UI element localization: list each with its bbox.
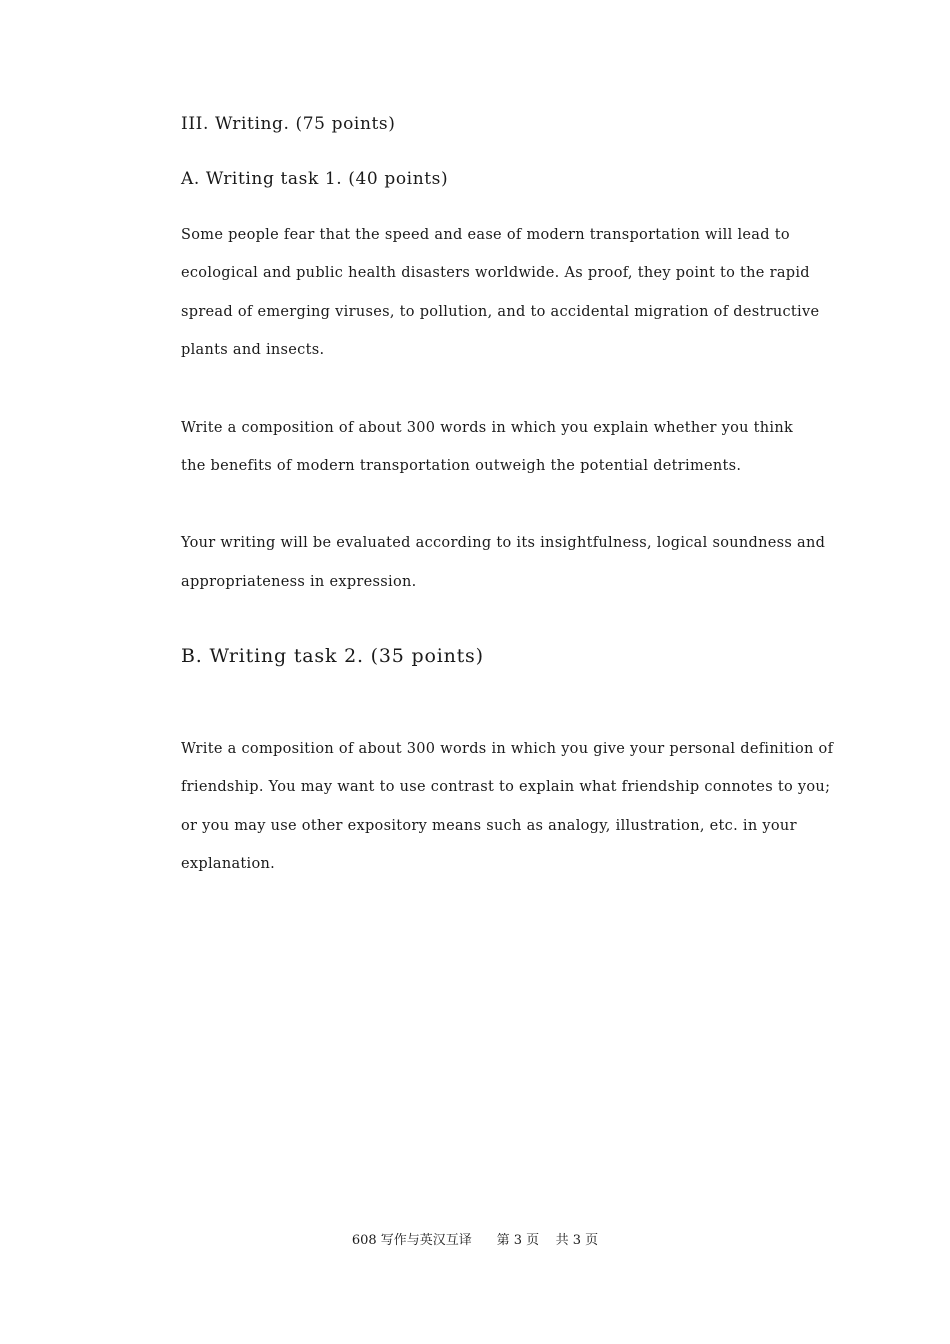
task-b-prompt-line: explanation. (181, 856, 276, 872)
task-b-prompt-line: friendship. You may want to use contrast to explain what friendship connotes to you; (181, 779, 831, 795)
task-a-prompt-line: ecological and public health disasters worldwide. As proof, they point to the rapid (181, 265, 810, 281)
task-a-instruction-line: the benefits of modern transportation outweigh the potential detriments. (181, 458, 742, 474)
page-footer: 608 写作与英汉互译 第 3 页 共 3 页 (351, 1233, 599, 1248)
task-a-instruction-line: Write a composition of about 300 words in which you explain whether you think (181, 420, 794, 436)
task-a-evaluation-line: Your writing will be evaluated according to its insightfulness, logical soundness and (181, 535, 826, 551)
task-b-prompt-line: or you may use other expository means such as analogy, illustration, etc. in your (181, 818, 797, 834)
task-b-title: B. Writing task 2. (35 points) (181, 645, 484, 667)
task-a-prompt-line: Some people fear that the speed and ease of modern transportation will lead to (181, 227, 790, 243)
task-a-evaluation-line: appropriateness in expression. (181, 574, 417, 590)
section-title: III. Writing. (75 points) (181, 114, 396, 134)
task-a-title: A. Writing task 1. (40 points) (181, 169, 449, 189)
task-b-prompt-line: Write a composition of about 300 words in which you give your personal definition of (181, 741, 834, 757)
task-a-prompt-line: plants and insects. (181, 342, 325, 358)
task-a-prompt-line: spread of emerging viruses, to pollution, and to accidental migration of destructive (181, 304, 820, 320)
